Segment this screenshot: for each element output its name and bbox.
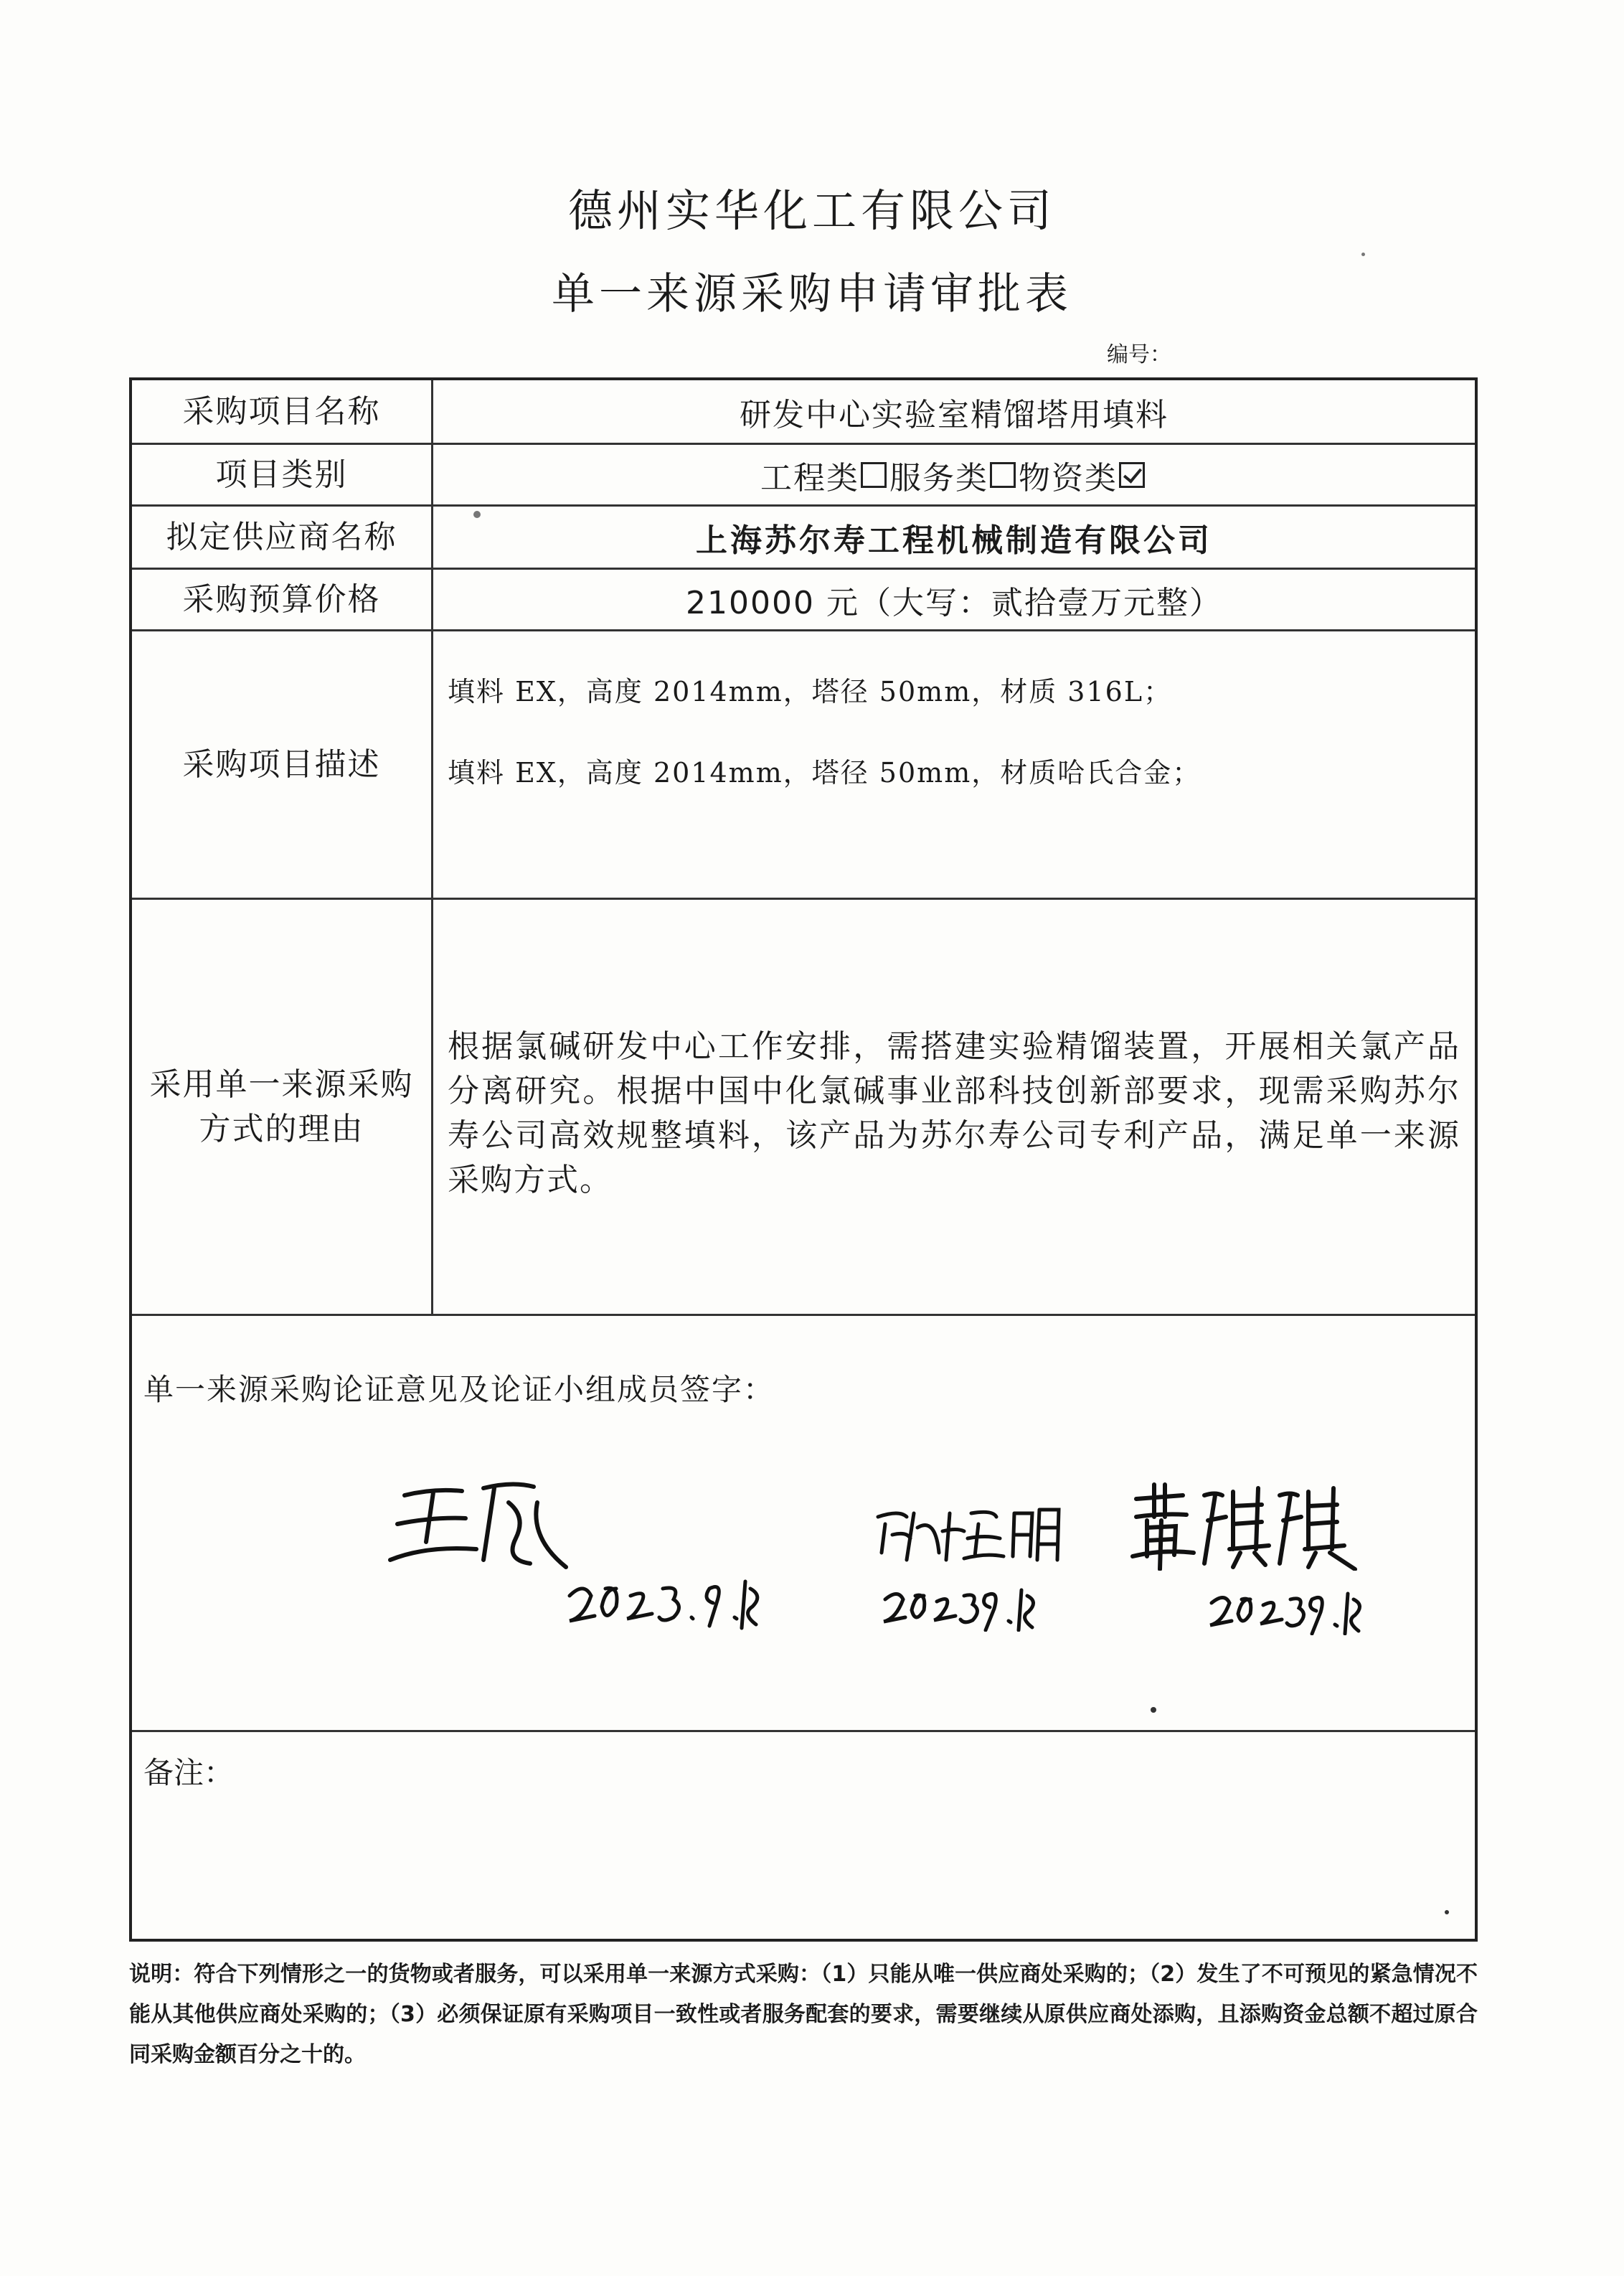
service-checkbox[interactable]: [990, 462, 1016, 488]
signature-date-1: [562, 1567, 763, 1632]
reason-label-line2: 方式的理由: [199, 1110, 364, 1147]
project-name-value: 研发中心实验室精馏塔用填料: [740, 396, 1169, 433]
row-category: [132, 445, 1475, 507]
engineering-checkbox[interactable]: [861, 462, 887, 488]
row-signatures: [132, 1316, 1475, 1732]
company-name: 德州实华化工有限公司: [567, 184, 1056, 237]
description-list: [448, 674, 1460, 837]
category-option-goods: 物资类: [1019, 459, 1118, 497]
category-option-service: 服务类: [889, 459, 988, 497]
scan-speck: [473, 511, 481, 518]
description-item: 填料 EX，高度 2014mm，塔径 50mm，材质 316L；: [448, 676, 1173, 707]
project-name-label: 采购项目名称: [132, 380, 433, 443]
signature-prompt: 单一来源采购论证意见及论证小组成员签字：: [143, 1372, 775, 1407]
category-label: 项目类别: [132, 445, 433, 504]
description-item: 填料 EX，高度 2014mm，塔径 50mm，材质哈氏合金；: [448, 757, 1202, 789]
budget-value: 210000 元（大写：贰拾壹万元整）: [686, 584, 1222, 621]
scan-speck: [1151, 1707, 1156, 1713]
signature-date-3: [1204, 1578, 1377, 1635]
supplier-label: 拟定供应商名称: [132, 507, 433, 568]
category-option-engineering: 工程类: [760, 459, 859, 497]
row-supplier: [132, 507, 1475, 570]
form-title: 单一来源采购申请审批表: [552, 269, 1072, 319]
reason-text: 根据氯碱研发中心工作安排，需搭建实验精馏装置，开展相关氯产品分离研究。根据中国中化氯碱事业部科技创新部要求，现需采购苏尔寿公司高效规整填料，该产品为苏尔寿公司专利产品，满足单一来源采购方式。: [448, 1028, 1460, 1198]
footnote: 说明：符合下列情形之一的货物或者服务，可以采用单一来源方式采购：（1）只能从唯一供应商处采购的；（2）发生了不可预见的紧急情况不能从其他供应商处采购的；（3）必须保证原有采购项目一致性或者服务配套的要求，需要继续从原供应商处添购，且添购资金总额不超过原合同采购金额百分之十的。: [129, 1962, 1478, 2067]
budget-label: 采购预算价格: [132, 570, 433, 629]
remarks-label: 备注：: [143, 1755, 235, 1790]
signature-wang-shuo: [376, 1474, 577, 1581]
row-remarks: [132, 1732, 1475, 1942]
row-description: [132, 631, 1475, 900]
reason-label-line1: 采用单一来源采购: [149, 1066, 414, 1103]
goods-checkbox-checked[interactable]: [1119, 462, 1145, 488]
signature-date-2: [878, 1574, 1050, 1632]
row-project-name: [132, 380, 1475, 445]
signature-han-qiqi: [1125, 1477, 1369, 1571]
reason-label: [132, 900, 433, 1314]
scan-speck: [1361, 253, 1365, 256]
description-label: 采购项目描述: [132, 631, 433, 898]
category-options: [433, 445, 1475, 504]
scan-speck: [1445, 1910, 1449, 1914]
row-reason: [132, 900, 1475, 1316]
signature-zhang-chengming: [871, 1495, 1072, 1567]
serial-number-label: 编号：: [1107, 342, 1171, 367]
approval-form-table: [129, 377, 1478, 1942]
row-budget: [132, 570, 1475, 631]
supplier-value: 上海苏尔寿工程机械制造有限公司: [696, 522, 1212, 559]
